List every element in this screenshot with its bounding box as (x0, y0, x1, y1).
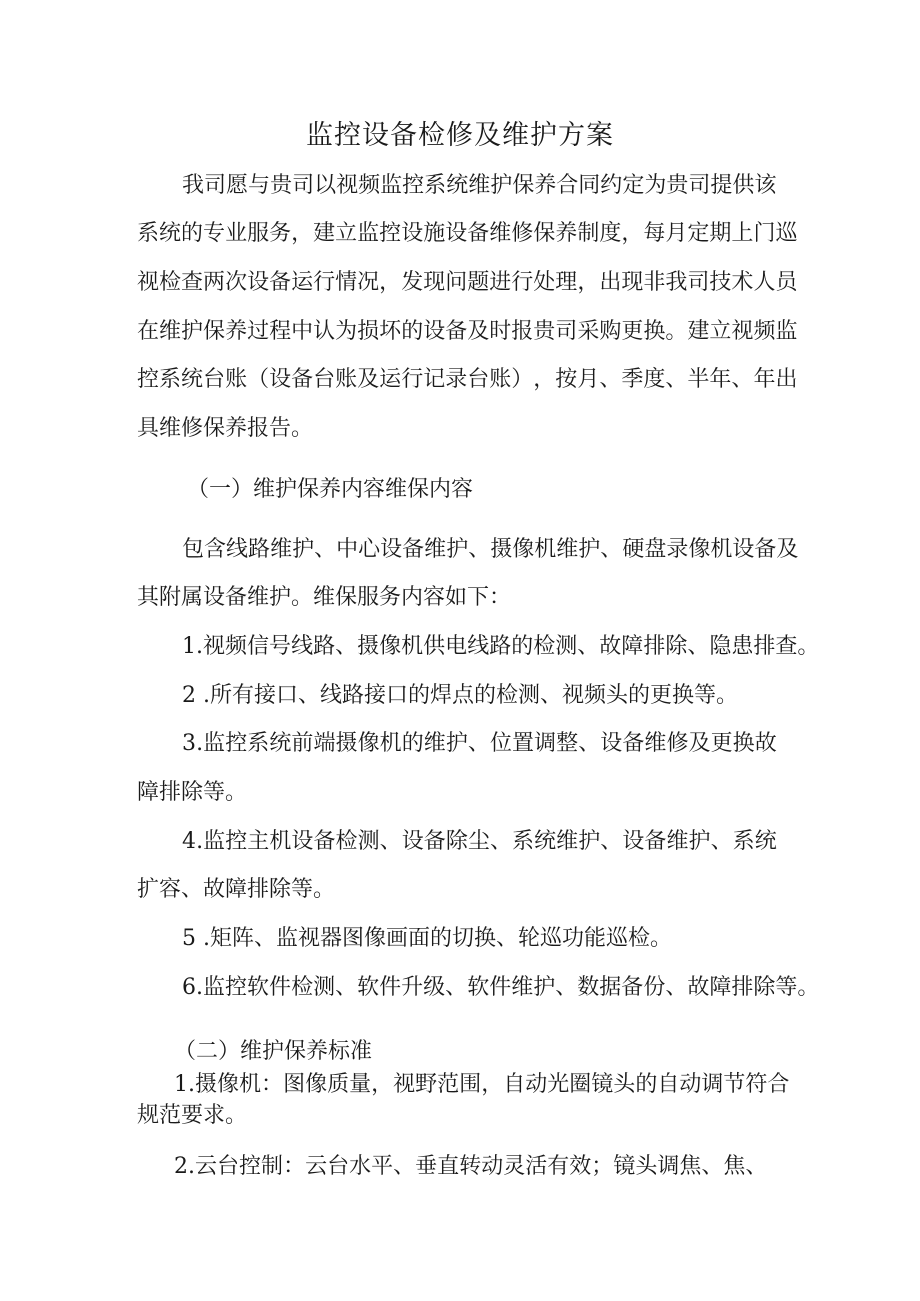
section1-summary-line-1: 包 含 线 路 维 护 、 中 心 设 备 维 护 、 摄 像 机 维 护 、 硬 盘 录 像 机 设 备 及 (182, 537, 799, 562)
intro-line-3: 视 检 查 两 次 设 备 运 行 情 况 ， 发 现 问 题 进 行 处 理 ， 出 现 非 我 司 技 术 人 员 (137, 270, 798, 295)
section1-item-1: 1 . 视 频 信 号 线 路 、 摄 像 机 供 电 线 路 的 检 测 、 故 障 排 除 、 隐 患 排 查 。 (182, 634, 820, 659)
section1-item-4-line-2: 扩容、故障排除等。 (137, 877, 336, 902)
section2-item-1-line-2: 规范要求。 (137, 1103, 248, 1128)
intro-line-4: 在 维 护 保 养 过 程 中 认 为 损 坏 的 设 备 及 时 报 贵 司 采 购 更 换 。 建 立 视 频 监 (137, 319, 798, 344)
section2-heading: （二）维护保养标准 (174, 1039, 373, 1064)
section1-item-4-line-1: 4 . 监 控 主 机 设 备 检 测 、 设 备 除 尘 、 系 统 维 护 、 设 备 维 护 、 系 统 (182, 829, 777, 854)
section1-heading: （一）维护保养内容维保内容 (187, 477, 474, 502)
section1-summary-line-2: 其附属设备维护。维保服务内容如下： (137, 585, 512, 610)
intro-line-5: 控 系 统 台 账 （ 设 备 台 账 及 运 行 记 录 台 账 ） ， 按 月 、 季 度 、 半 年 、 年 出 (137, 367, 798, 392)
intro-line-1: 我 司 愿 与 贵 司 以 视 频 监 控 系 统 维 护 保 养 合 同 约 定 为 贵 司 提 供 该 (182, 173, 777, 198)
document-title: 监控设备检修及维护方案 (306, 120, 614, 151)
section2-item-1-line-1: 1 . 摄 像 机 ： 图 像 质 量 ， 视 野 范 围 ， 自 动 光 圈 镜 头 的 自 动 调 节 符 合 (174, 1072, 790, 1097)
section1-item-3-line-1: 3 . 监 控 系 统 前 端 摄 像 机 的 维 护 、 位 置 调 整 、 设 备 维 修 及 更 换 故 (182, 731, 777, 756)
section1-item-5: 5 .矩阵、监视器图像画面的切换、轮巡功能巡检。 (182, 926, 672, 951)
section2-item-2-line-1: 2 . 云 台 控 制 ： 云 台 水 平 、 垂 直 转 动 灵 活 有 效 ； 镜 头 调 焦 、 焦 、 (174, 1154, 768, 1179)
intro-line-2: 系 统 的 专 业 服 务 ， 建 立 监 控 设 施 设 备 维 修 保 养 制 度 ， 每 月 定 期 上 门 巡 (137, 221, 798, 246)
section1-item-6: 6 . 监 控 软 件 检 测 、 软 件 升 级 、 软 件 维 护 、 数 据 备 份 、 故 障 排 除 等 。 (182, 975, 820, 1000)
intro-line-6: 具维修保养报告。 (137, 416, 314, 441)
section1-item-3-line-2: 障排除等。 (137, 780, 248, 805)
section1-item-2: 2 .所有接口、线路接口的焊点的检测、视频头的更换等。 (182, 683, 738, 708)
